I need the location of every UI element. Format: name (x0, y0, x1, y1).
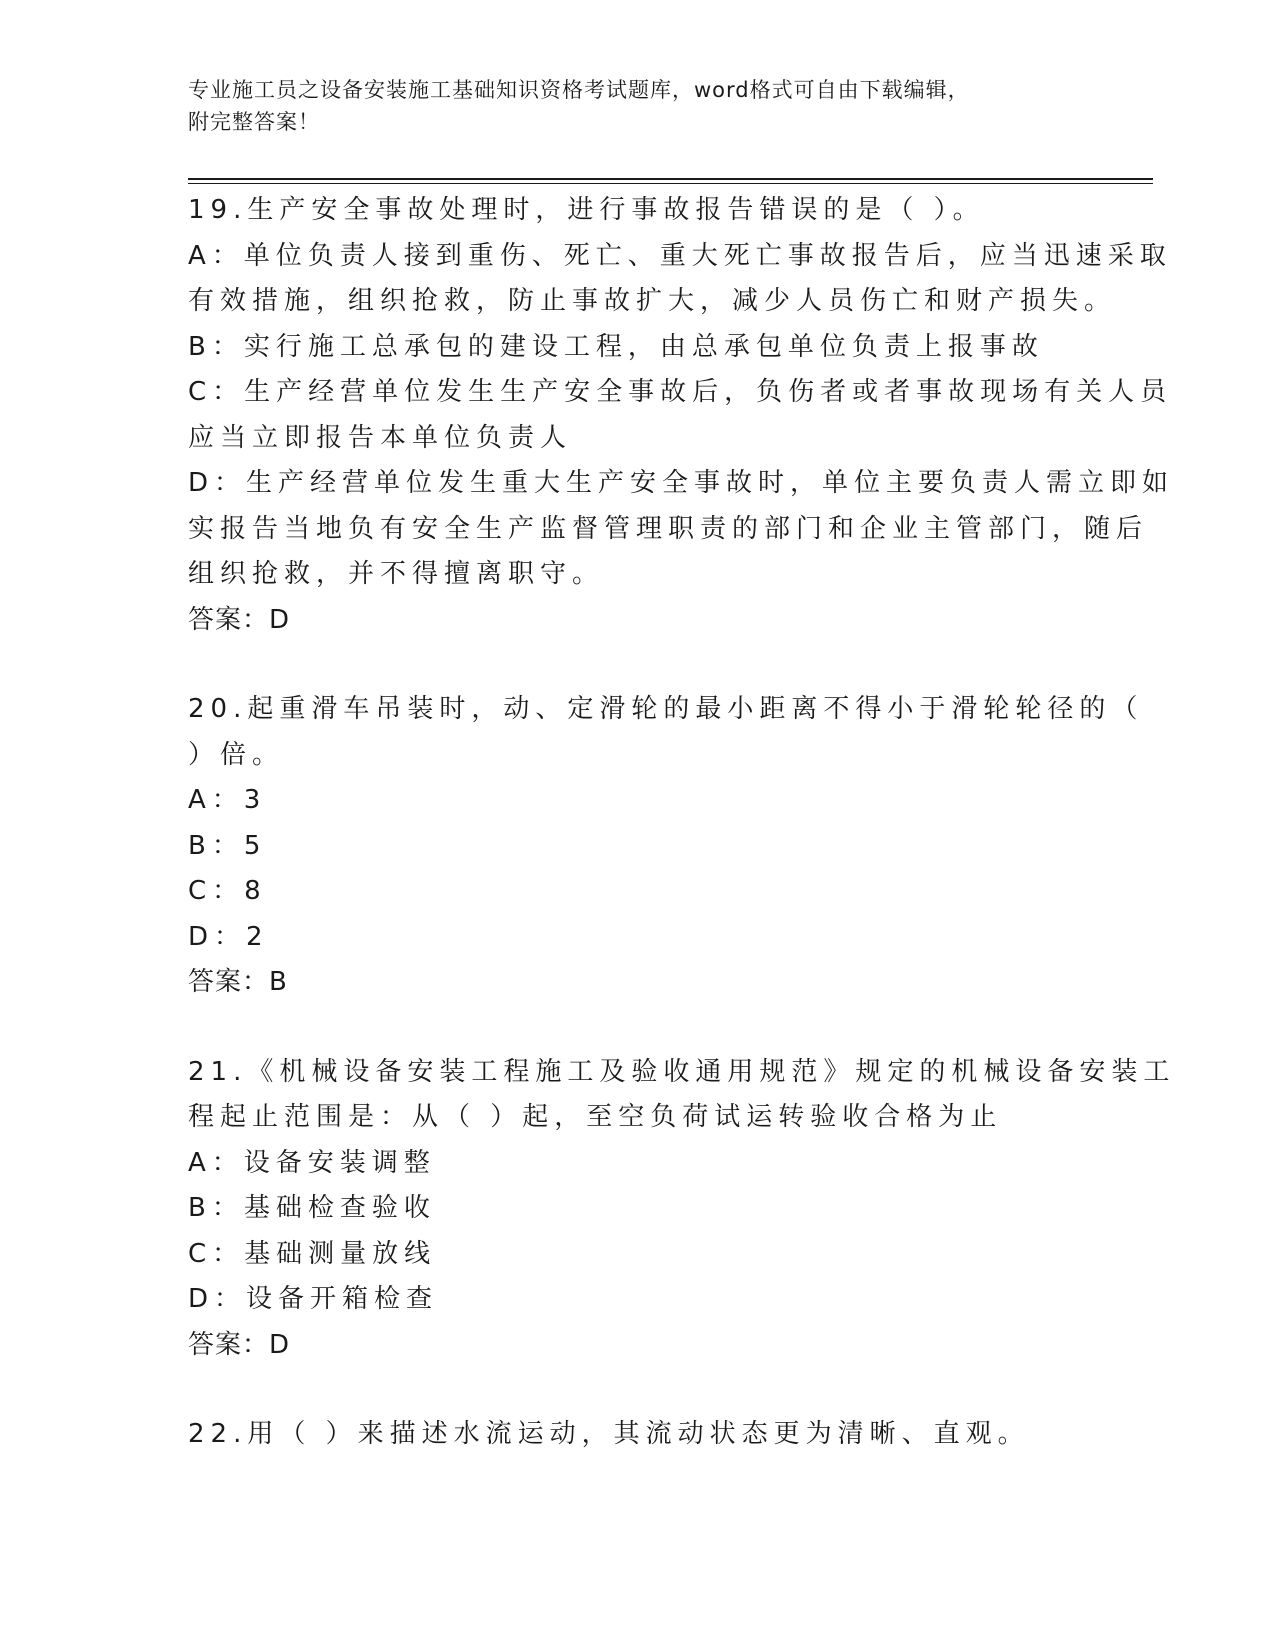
question-22 (188, 1412, 1088, 1458)
question-20-option: A：3 (188, 785, 267, 815)
question-20-option: D：2 (188, 921, 269, 952)
question-list (188, 188, 1176, 1502)
question-21-line: 程起止范围是：从（ ）起，至空负荷试运转验收合格为止 (188, 1102, 1003, 1132)
question-21-option: D：设备开箱检查 (188, 1284, 439, 1314)
question-20-option: C：8 (188, 876, 267, 906)
header-divider-thin (188, 183, 1153, 184)
question-21-option: B：基础检查验收 (188, 1193, 436, 1223)
question-19-line: 19.生产安全事故处理时，进行事故报告错误的是（ ）。 (188, 195, 985, 225)
question-19-answer: 答案：D (188, 604, 291, 635)
question-19-line: A：单位负责人接到重伤、死亡、重大死亡事故报告后，应当迅速采取 (188, 240, 1172, 271)
question-19-line: B：实行施工总承包的建设工程，由总承包单位负责上报事故 (188, 331, 1044, 362)
question-19-line: 有效措施，组织抢救，防止事故扩大，减少人员伤亡和财产损失。 (188, 286, 1117, 316)
question-19 (188, 188, 1175, 643)
header-line-1: 专业施工员之设备安装施工基础知识资格考试题库，word格式可自由下载编辑， (188, 78, 970, 102)
document-header (188, 74, 1088, 138)
question-20-line: 20.起重滑车吊装时，动、定滑轮的最小距离不得小于滑轮轮径的（ (188, 694, 1144, 724)
question-20-line: ）倍。 (188, 739, 285, 770)
question-21 (188, 1050, 1176, 1369)
question-20-answer: 答案：B (188, 967, 288, 997)
header-line-2: 附完整答案！ (188, 110, 320, 134)
question-21-option: A：设备安装调整 (188, 1147, 436, 1178)
question-22-line: 22.用（ ）来描述水流运动，其流动状态更为清晰、直观。 (188, 1419, 1030, 1449)
question-19-line: D：生产经营单位发生重大生产安全事故时，单位主要负责人需立即如 (188, 468, 1175, 498)
question-21-line: 21.《机械设备安装工程施工及验收通用规范》规定的机械设备安装工 (188, 1056, 1176, 1087)
question-19-line: 组织抢救，并不得擅离职守。 (188, 559, 605, 589)
question-19-line: 应当立即报告本单位负责人 (188, 422, 573, 453)
question-19-line: 实报告当地负有安全生产监督管理职责的部门和企业主管部门，随后 (188, 513, 1149, 544)
question-19-line: C：生产经营单位发生生产安全事故后，负伤者或者事故现场有关人员 (188, 377, 1173, 407)
header-divider-thick (188, 178, 1153, 180)
question-21-answer: 答案：D (188, 1329, 291, 1360)
question-20-option: B：5 (188, 830, 267, 861)
question-20 (188, 687, 1144, 1006)
question-21-option: C：基础测量放线 (188, 1238, 437, 1269)
